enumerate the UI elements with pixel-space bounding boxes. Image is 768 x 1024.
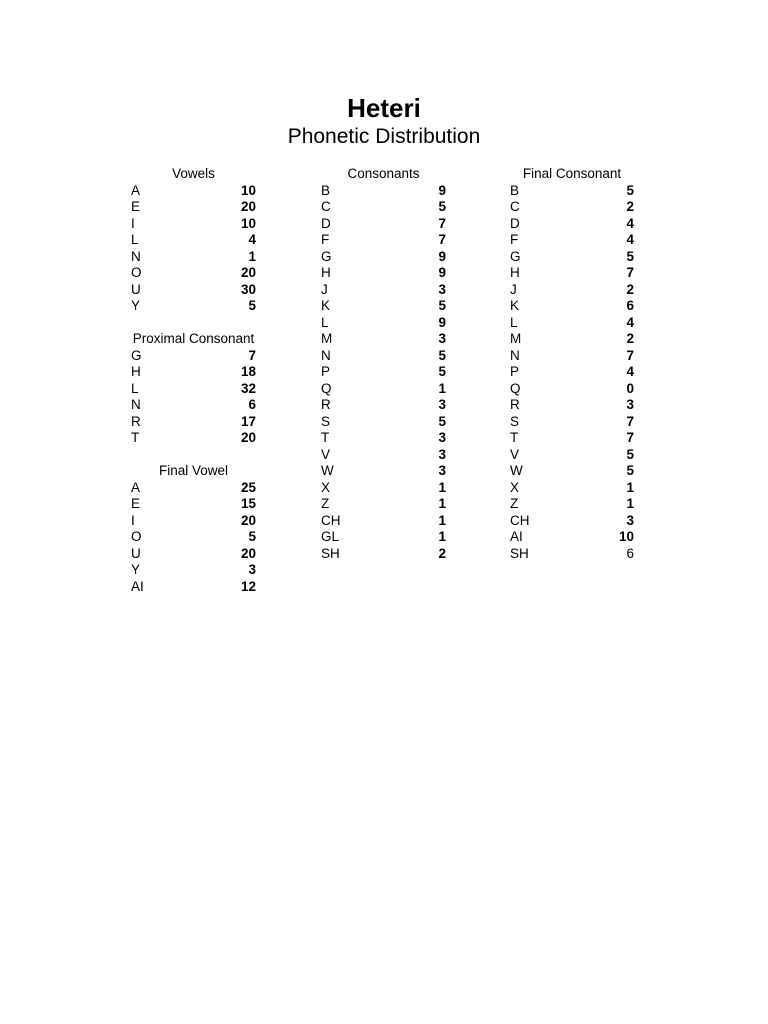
table-row — [510, 414, 634, 431]
phoneme-count: 7 — [438, 215, 446, 231]
table-row — [321, 348, 446, 365]
table-row — [131, 546, 256, 563]
table-row — [131, 216, 256, 233]
phoneme-label: U — [131, 545, 141, 561]
phoneme-count: 9 — [438, 182, 446, 198]
phoneme-count: 0 — [626, 380, 634, 396]
phoneme-count: 7 — [626, 265, 634, 280]
phoneme-count: 3 — [438, 331, 446, 346]
table-row — [510, 364, 634, 381]
phoneme-label: Z — [510, 496, 519, 511]
phoneme-label: CH — [510, 512, 530, 528]
table-row — [321, 315, 446, 332]
phoneme-count: 4 — [248, 232, 256, 247]
final-consonant-heading: Final Consonant — [522, 166, 622, 181]
phoneme-count: 5 — [438, 347, 446, 363]
phoneme-label: K — [510, 298, 520, 313]
table-row — [131, 562, 256, 579]
phoneme-count: 1 — [438, 496, 446, 511]
phoneme-label: R — [131, 413, 141, 429]
table-row — [510, 265, 634, 282]
table-row — [510, 315, 634, 332]
phoneme-count: 20 — [240, 265, 256, 280]
phoneme-label: H — [131, 364, 141, 379]
table-row — [321, 183, 446, 200]
phoneme-count: 12 — [240, 578, 256, 594]
phoneme-count: 5 — [248, 529, 256, 544]
table-row — [510, 331, 634, 348]
phoneme-count: 5 — [626, 463, 634, 478]
phoneme-label: E — [131, 199, 141, 214]
phoneme-count: 3 — [438, 463, 446, 478]
table-row — [510, 430, 634, 447]
phoneme-count: 4 — [626, 215, 634, 231]
table-row — [131, 480, 256, 497]
phoneme-label: X — [510, 479, 520, 495]
table-row — [510, 249, 634, 266]
phoneme-label: H — [510, 265, 520, 280]
phoneme-label: G — [131, 347, 142, 363]
table-row — [131, 265, 256, 282]
document-subtitle: Phonetic Distribution — [287, 125, 481, 148]
consonants-heading: Consonants — [347, 166, 420, 181]
phoneme-label: V — [321, 446, 331, 462]
phoneme-count: 1 — [438, 529, 446, 544]
phoneme-count: 7 — [248, 347, 256, 363]
table-row — [510, 298, 634, 315]
phoneme-label: N — [131, 248, 141, 264]
phoneme-count: 7 — [626, 347, 634, 363]
phoneme-count: 4 — [626, 364, 634, 379]
phoneme-label: AI — [131, 578, 144, 594]
phoneme-count: 30 — [240, 281, 256, 297]
phoneme-label: SH — [321, 545, 340, 561]
phoneme-label: B — [321, 182, 331, 198]
phoneme-label: G — [510, 248, 521, 264]
phoneme-label: P — [510, 364, 520, 379]
phoneme-label: C — [321, 199, 331, 214]
phoneme-count: 2 — [626, 331, 634, 346]
phoneme-label: U — [131, 281, 141, 297]
phoneme-label: C — [510, 199, 520, 214]
phoneme-label: N — [131, 397, 141, 412]
table-row — [321, 364, 446, 381]
phoneme-label: N — [321, 347, 331, 363]
table-row — [510, 232, 634, 249]
phoneme-count: 7 — [438, 232, 446, 247]
table-row — [510, 447, 634, 464]
phoneme-label: T — [321, 430, 330, 445]
phoneme-count: 18 — [240, 364, 256, 379]
table-row — [510, 463, 634, 480]
phoneme-label: X — [321, 479, 331, 495]
table-row — [131, 348, 256, 365]
table-row — [131, 298, 256, 315]
phoneme-label: Q — [510, 380, 521, 396]
table-row — [321, 480, 446, 497]
phoneme-count: 7 — [626, 430, 634, 445]
phoneme-count: 2 — [438, 545, 446, 561]
table-row — [510, 381, 634, 398]
phoneme-label: L — [131, 380, 139, 396]
phoneme-label: G — [321, 248, 332, 264]
table-row — [131, 414, 256, 431]
phoneme-count: 3 — [438, 281, 446, 297]
table-row — [321, 282, 446, 299]
table-row — [321, 447, 446, 464]
table-row — [131, 232, 256, 249]
phoneme-count: 3 — [438, 446, 446, 462]
phoneme-label: T — [131, 430, 140, 445]
phoneme-count: 15 — [240, 496, 256, 511]
phoneme-count: 25 — [240, 479, 256, 495]
table-row — [510, 282, 634, 299]
phoneme-label: D — [321, 215, 331, 231]
phoneme-label: R — [321, 397, 331, 412]
table-row — [131, 199, 256, 216]
phoneme-label: H — [321, 265, 331, 280]
table-row — [131, 183, 256, 200]
phoneme-label: J — [510, 281, 517, 297]
phoneme-label: I — [131, 215, 135, 231]
phoneme-label: O — [131, 265, 142, 280]
phoneme-label: F — [510, 232, 519, 247]
phoneme-count: 9 — [438, 248, 446, 264]
phoneme-label: L — [131, 232, 139, 247]
phoneme-label: S — [510, 413, 520, 429]
phoneme-count: 17 — [240, 413, 256, 429]
table-row — [321, 265, 446, 282]
vowels-heading: Vowels — [172, 166, 215, 181]
phoneme-count: 2 — [626, 199, 634, 214]
phoneme-label: D — [510, 215, 520, 231]
table-row — [510, 397, 634, 414]
phoneme-count: 5 — [438, 199, 446, 214]
table-row — [321, 397, 446, 414]
phoneme-count: 5 — [626, 446, 634, 462]
table-row — [131, 381, 256, 398]
phoneme-label: Z — [321, 496, 330, 511]
phoneme-label: R — [510, 397, 520, 412]
phoneme-count: 1 — [626, 479, 634, 495]
phoneme-label: A — [131, 182, 141, 198]
phoneme-count: 5 — [438, 413, 446, 429]
phoneme-count: 9 — [438, 265, 446, 280]
phoneme-label: I — [131, 512, 135, 528]
phoneme-count: 20 — [240, 430, 256, 445]
table-row — [510, 529, 634, 546]
phoneme-label: W — [321, 463, 334, 478]
phoneme-count: 4 — [626, 232, 634, 247]
table-row — [321, 232, 446, 249]
section-spacer — [131, 447, 256, 464]
phoneme-count: 3 — [438, 397, 446, 412]
phoneme-count: 9 — [438, 314, 446, 330]
phoneme-count: 3 — [626, 512, 634, 528]
phoneme-count: 10 — [240, 215, 256, 231]
phoneme-count: 1 — [438, 479, 446, 495]
table-row — [321, 546, 446, 563]
table-row — [510, 513, 634, 530]
table-row — [510, 199, 634, 216]
phoneme-label: N — [510, 347, 520, 363]
phoneme-count: 1 — [248, 248, 256, 264]
phoneme-count: 20 — [240, 512, 256, 528]
table-row — [131, 430, 256, 447]
phoneme-count: 1 — [438, 512, 446, 528]
left-column — [131, 166, 256, 595]
phoneme-count: 4 — [626, 314, 634, 330]
section-spacer — [131, 315, 256, 332]
table-row — [321, 298, 446, 315]
table-row — [321, 463, 446, 480]
table-row — [510, 216, 634, 233]
phoneme-label: B — [510, 182, 520, 198]
phoneme-label: F — [321, 232, 330, 247]
phoneme-label: M — [321, 331, 333, 346]
table-row — [131, 364, 256, 381]
phoneme-count: 3 — [248, 562, 256, 577]
phoneme-label: Y — [131, 562, 141, 577]
table-row — [321, 513, 446, 530]
phoneme-label: A — [131, 479, 141, 495]
table-row — [510, 183, 634, 200]
phoneme-count: 1 — [438, 380, 446, 396]
phoneme-label: V — [510, 446, 520, 462]
table-row — [321, 529, 446, 546]
table-row — [131, 249, 256, 266]
phoneme-label: K — [321, 298, 331, 313]
table-row — [131, 282, 256, 299]
phoneme-count: 5 — [248, 298, 256, 313]
phoneme-count: 20 — [240, 545, 256, 561]
table-row — [321, 381, 446, 398]
table-row — [321, 199, 446, 216]
table-row — [321, 249, 446, 266]
phoneme-label: O — [131, 529, 142, 544]
phoneme-count: 5 — [438, 298, 446, 313]
table-row — [131, 397, 256, 414]
phoneme-label: W — [510, 463, 523, 478]
table-row — [510, 546, 634, 563]
phoneme-count: 5 — [626, 248, 634, 264]
phoneme-label: Y — [131, 298, 141, 313]
phoneme-count: 5 — [438, 364, 446, 379]
table-row — [321, 414, 446, 431]
phoneme-label: T — [510, 430, 519, 445]
document-title: Heteri — [347, 93, 421, 123]
table-row — [321, 331, 446, 348]
table-row — [510, 348, 634, 365]
middle-column — [321, 166, 446, 562]
phoneme-label: J — [321, 281, 328, 297]
phoneme-count: 10 — [240, 182, 256, 198]
vowels-list — [131, 183, 256, 315]
phoneme-label: M — [510, 331, 522, 346]
phoneme-label: CH — [321, 512, 341, 528]
phoneme-label: L — [510, 314, 518, 330]
final-consonant-list — [510, 183, 634, 563]
consonants-list — [321, 183, 446, 563]
phoneme-count: 3 — [626, 397, 634, 412]
phoneme-count: 5 — [626, 182, 634, 198]
right-column — [510, 166, 634, 562]
phoneme-count: 7 — [626, 413, 634, 429]
table-row — [131, 579, 256, 596]
table-row — [510, 496, 634, 513]
table-row — [321, 430, 446, 447]
phoneme-label: E — [131, 496, 141, 511]
final-vowel-heading: Final Vowel — [158, 463, 229, 478]
proximal-consonant-list — [131, 348, 256, 447]
table-row — [131, 529, 256, 546]
phoneme-count: 6 — [248, 397, 256, 412]
phoneme-label: SH — [510, 545, 529, 561]
proximal-consonant-heading: Proximal Consonant — [132, 331, 255, 346]
phoneme-label: S — [321, 413, 331, 429]
phoneme-count: 3 — [438, 430, 446, 445]
table-row — [510, 480, 634, 497]
phoneme-label: L — [321, 314, 329, 330]
phoneme-count: 2 — [626, 281, 634, 297]
phoneme-count: 6 — [626, 545, 634, 561]
phoneme-count: 1 — [626, 496, 634, 511]
table-row — [321, 496, 446, 513]
phoneme-label: P — [321, 364, 331, 379]
phoneme-count: 6 — [626, 298, 634, 313]
phoneme-count: 20 — [240, 199, 256, 214]
phoneme-label: GL — [321, 529, 340, 544]
table-row — [321, 216, 446, 233]
phoneme-label: Q — [321, 380, 332, 396]
table-row — [131, 513, 256, 530]
phoneme-label: AI — [510, 529, 523, 544]
phoneme-count: 10 — [618, 529, 634, 544]
table-row — [131, 496, 256, 513]
phoneme-count: 32 — [240, 380, 256, 396]
final-vowel-list — [131, 480, 256, 596]
